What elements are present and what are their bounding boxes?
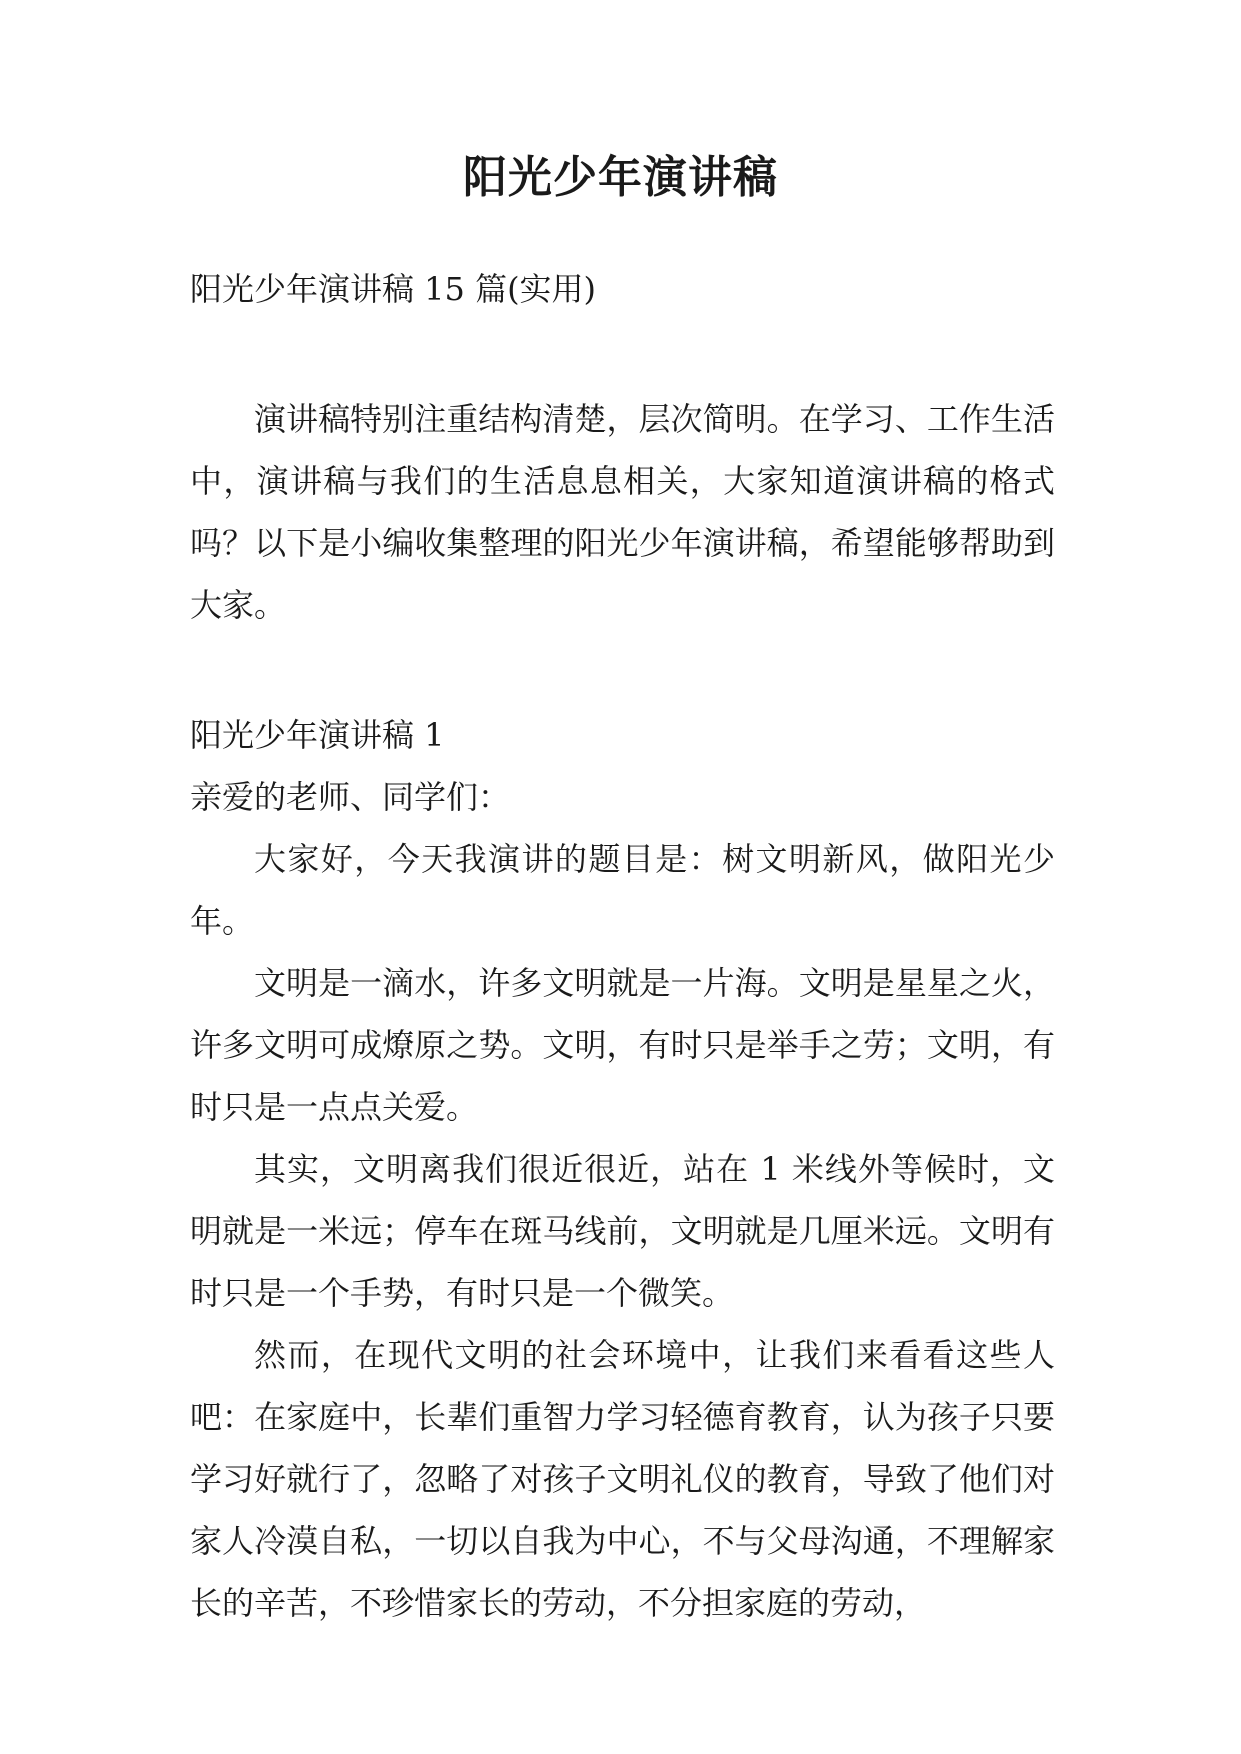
body-paragraph: 文明是一滴水，许多文明就是一片海。文明是星星之火，许多文明可成燎原之势。文明，有时只是举手之劳；文明，有时只是一点点关爱。 <box>190 964 1055 1126</box>
document-subtitle: 阳光少年演讲稿 15 篇(实用) <box>190 270 597 308</box>
body-paragraph: 其实，文明离我们很近很近，站在 1 米线外等候时，文明就是一米远；停车在斑马线前，文明就是几厘米远。文明有时只是一个手势，有时只是一个微笑。 <box>190 1150 1055 1312</box>
document-body <box>190 258 1055 1634</box>
section-heading: 阳光少年演讲稿 1 <box>190 716 445 754</box>
body-paragraph: 然而，在现代文明的社会环境中，让我们来看看这些人吧：在家庭中，长辈们重智力学习轻德育教育，认为孩子只要学习好就行了，忽略了对孩子文明礼仪的教育，导致了他们对家人冷漠自私，一切以自我为中心，不与父母沟通，不理解家长的辛苦，不珍惜家长的劳动，不分担家庭的劳动， <box>190 1336 1055 1622</box>
document-title: 阳光少年演讲稿 <box>463 152 778 203</box>
body-paragraph: 大家好，今天我演讲的题目是：树文明新风，做阳光少年。 <box>190 840 1055 940</box>
salutation: 亲爱的老师、同学们： <box>190 778 511 816</box>
intro-paragraph: 演讲稿特别注重结构清楚，层次简明。在学习、工作生活中，演讲稿与我们的生活息息相关，大家知道演讲稿的格式吗？以下是小编收集整理的阳光少年演讲稿，希望能够帮助到大家。 <box>190 400 1055 624</box>
